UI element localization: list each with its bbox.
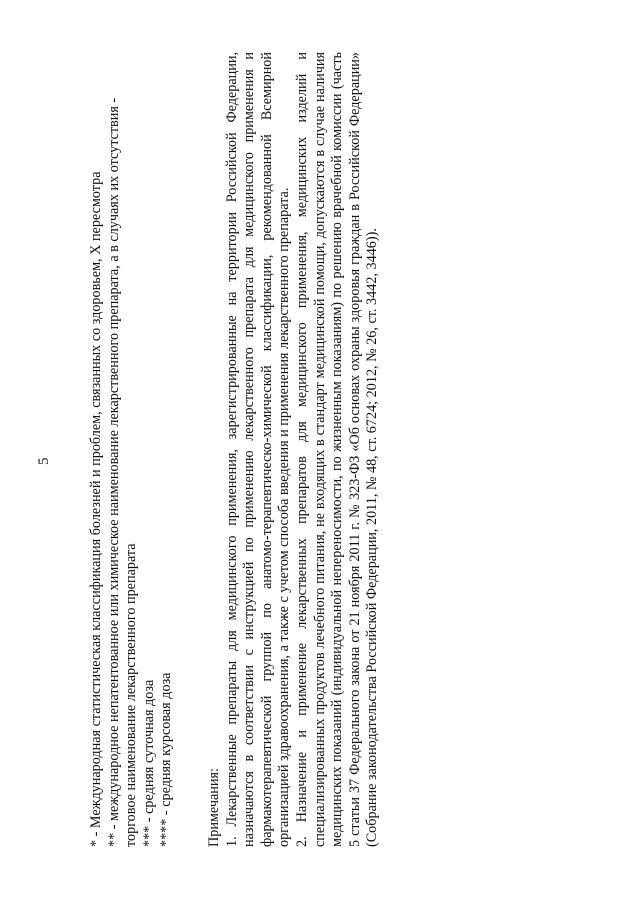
notes-section (206, 52, 382, 847)
footnote-item: * - Международная статистическая классификация болезней и проблем, связанных со здоровьем, X пересмотра (88, 171, 104, 847)
note-item: 2. Назначение и применение лекарственных препаратов для медицинского применения, медицинских изделий и специализированных продуктов лечебного питания, не входящих в стандарт медицинской помощи, допускаются в случае наличия медицинских показаний (индивидуальной непереносимости, по жизненным показаниям) по решению врачебной комиссии (часть 5 статьи 37 Федерального закона от 21 ноября 2011 г. № 323-ФЗ «Об основах охраны здоровья граждан в Российской Федерации» (Собрание законодательства Российской Федерации, 2011, № 48, ст. 6724; 2012, № 26, ст. 3442, 3446)). (293, 52, 381, 847)
page-number: 5 (36, 457, 52, 465)
note-item: 1. Лекарственные препараты для медицинского применения, зарегистрированные на территории Российской Федерации, назначаются в соответствии с инструкцией по применению лекарственного препарата для медицинского применения и фармакотерапевтической группой по анатомо-терапевтическо-химической классификации, рекомендованной Всемирной организацией здравоохранения, а также с учетом способа введения и применения лекарственного препарата. (223, 52, 293, 847)
notes-heading: Примечания: (206, 768, 222, 847)
footnote-item: ** - международное непатентованное или химическое наименование лекарственного препарата, а в случаях их отсутствия - торговое наименование лекарственного препарата (105, 97, 140, 847)
footnote-item: **** - средняя курсовая доза (158, 672, 175, 847)
footnote-item: *** - средняя суточная доза (140, 679, 157, 847)
footnotes-list (88, 67, 176, 847)
